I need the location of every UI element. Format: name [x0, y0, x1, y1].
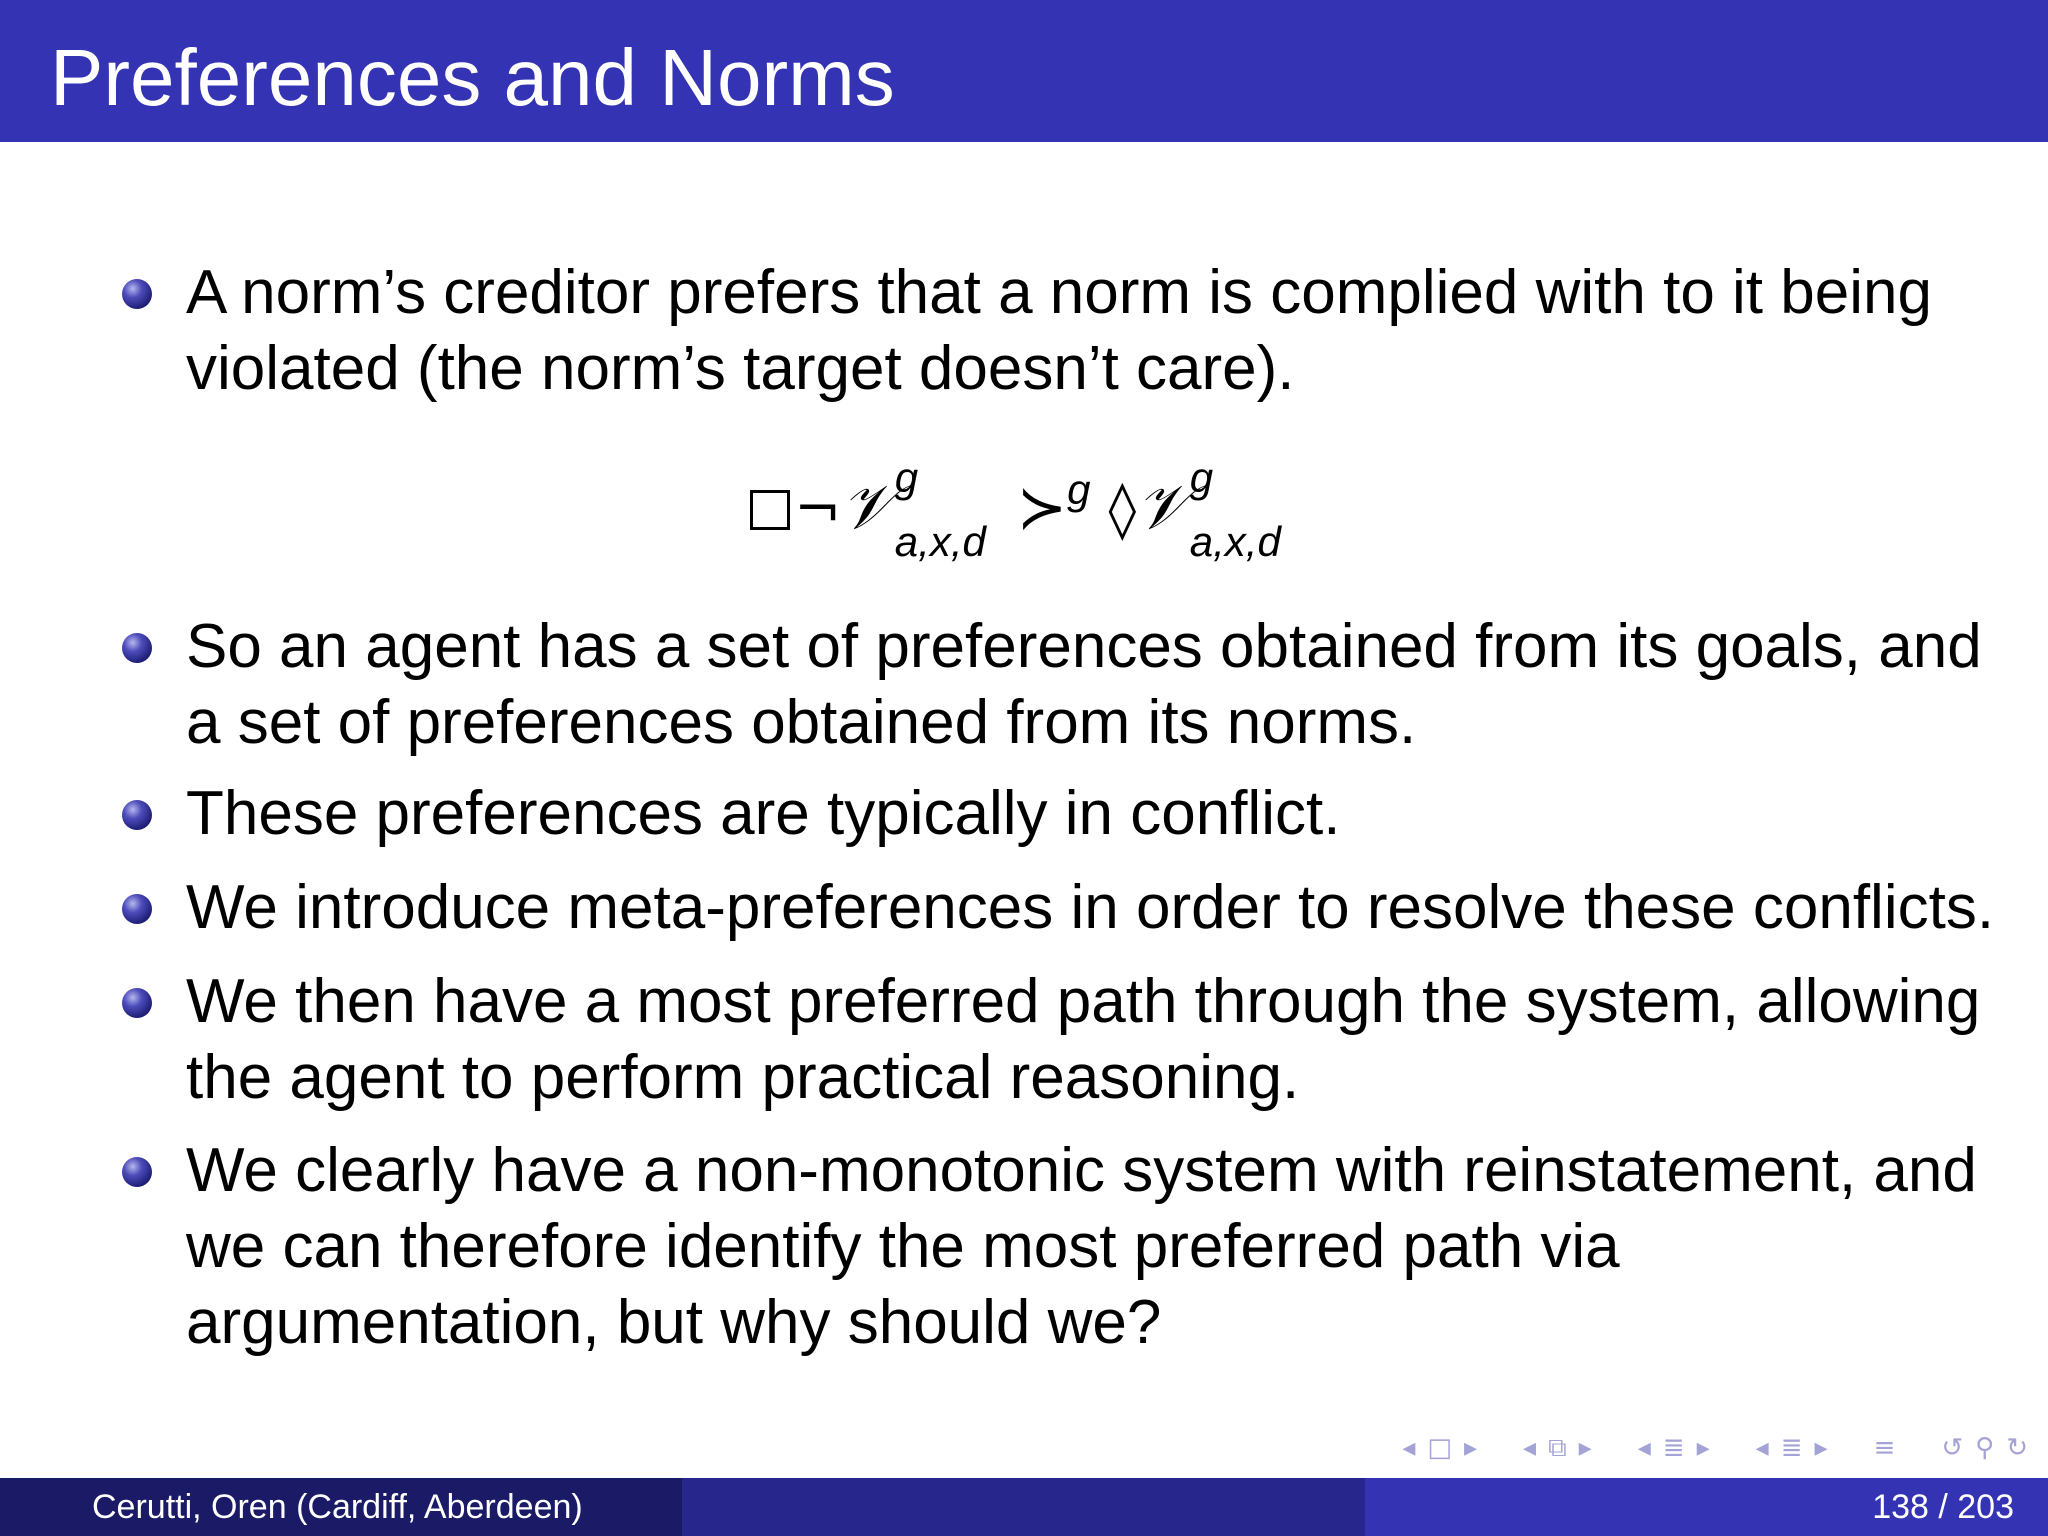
violation-indices	[893, 454, 1003, 566]
nav-prev-part-icon[interactable]: ◂	[1755, 1433, 1769, 1463]
bullet-text: A norm’s creditor prefers that a norm is complied with to it being violated (the norm’s target doesn’t care).	[186, 258, 1932, 403]
bullet-text: We then have a most preferred path through the system, allowing the agent to perform practical reasoning.	[186, 967, 1981, 1112]
bullet-item	[186, 776, 2006, 852]
nav-prev-frame-icon[interactable]: ◂	[1402, 1433, 1416, 1463]
title-bar	[0, 0, 2048, 142]
bullet-item	[186, 870, 2006, 946]
violation-indices	[1188, 454, 1298, 566]
bullet-item	[186, 1133, 2006, 1361]
violation-symbol: 𝒱	[841, 470, 893, 543]
bullet-icon	[122, 894, 152, 924]
nav-subsection-icon[interactable]: ⧉	[1548, 1433, 1567, 1463]
slide-title: Preferences and Norms	[50, 33, 895, 122]
nav-section-icon[interactable]: ≣	[1662, 1433, 1685, 1463]
box-operator-icon	[750, 490, 790, 530]
footer-bar	[0, 1478, 2048, 1536]
nav-next-frame-icon[interactable]: ▸	[1463, 1433, 1478, 1463]
footer-authors: Cerutti, Oren (Cardiff, Aberdeen)	[0, 1478, 682, 1536]
nav-next-part-icon[interactable]: ▸	[1814, 1433, 1828, 1463]
nav-back-icon[interactable]: ↺	[1941, 1433, 1964, 1463]
bullet-icon	[122, 800, 152, 830]
violation-subscript: a,x,d	[894, 518, 986, 565]
bullet-text: So an agent has a set of preferences obtained from its goals, and a set of preferences obtained from its norms.	[186, 612, 1982, 757]
beamer-navigation	[1396, 1428, 2034, 1468]
bullet-text: We introduce meta-preferences in order to resolve these conflicts.	[186, 873, 1995, 942]
nav-prev-section-icon[interactable]: ◂	[1637, 1433, 1651, 1463]
bullet-icon	[122, 279, 152, 309]
bullet-item	[186, 255, 2006, 407]
bullet-icon	[122, 988, 152, 1018]
nav-forward-icon[interactable]: ↻	[2006, 1433, 2028, 1463]
bullet-item	[186, 964, 2006, 1116]
nav-toc-icon[interactable]: ≡	[1873, 1433, 1896, 1463]
nav-search-icon[interactable]: ⚲	[1975, 1433, 1995, 1463]
bullet-item	[186, 609, 2006, 761]
violation-symbol: 𝒱	[1136, 470, 1188, 543]
footer-page-number: 138 / 203	[1365, 1478, 2048, 1536]
violation-subscript: a,x,d	[1189, 518, 1281, 565]
bullet-text: These preferences are typically in conflict.	[186, 779, 1341, 848]
violation-superscript: g	[894, 454, 919, 501]
preference-relation: ≻	[1016, 473, 1068, 543]
relation-superscript: g	[1067, 466, 1091, 513]
bullet-text: We clearly have a non-monotonic system with reinstatement, and we can therefore identify the most preferred path via argumentation, but why should we?	[186, 1136, 1977, 1357]
bullet-icon	[122, 1157, 152, 1187]
diamond-operator: ◊	[1108, 477, 1137, 542]
bullet-icon	[122, 633, 152, 663]
nav-prev-subsection-icon[interactable]: ◂	[1523, 1433, 1537, 1463]
nav-next-section-icon[interactable]: ▸	[1696, 1433, 1710, 1463]
footer-middle	[682, 1478, 1365, 1536]
negation-symbol: ¬	[794, 477, 842, 542]
nav-frame-icon[interactable]: □	[1427, 1433, 1452, 1463]
nav-next-subsection-icon[interactable]: ▸	[1578, 1433, 1592, 1463]
preference-formula	[0, 440, 2048, 570]
violation-superscript: g	[1189, 454, 1214, 501]
nav-part-icon[interactable]: ≣	[1780, 1433, 1803, 1463]
